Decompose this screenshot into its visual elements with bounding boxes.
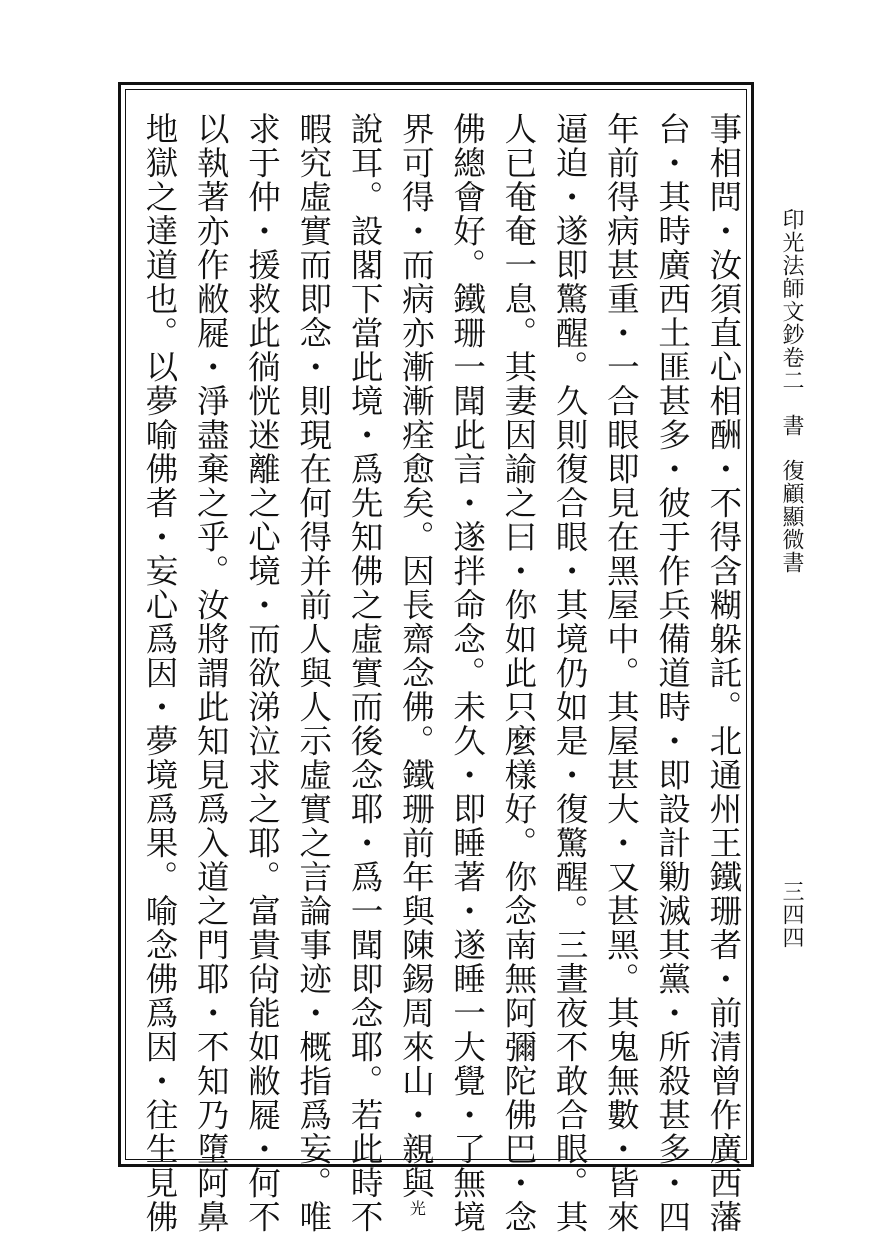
text-column-10: 求于仲・援救此徜恍迷離之心境・而欲涕泣求之耶。富貴尙能如敝屣・何不: [243, 112, 282, 1234]
page-number: 三四四: [779, 880, 804, 949]
letter-title: 復顧顯微書: [779, 459, 804, 574]
text-column-12: 地獄之達道也。以夢喻佛者・妄心爲因・夢境爲果。喻念佛爲因・往生見佛: [141, 112, 179, 1234]
text-column-1: 事相問・汝須直心相酬・不得含糊躲託。北通州王鐵珊者・前清曾作廣西藩: [704, 112, 743, 1234]
text-column-8: 說耳。設閣下當此境・爲先知佛之虛實而後念耶・爲一聞即念耶。若此時不: [346, 112, 385, 1234]
text-column-2: 台・其時廣西土匪甚多・彼于作兵備道時・即設計勦滅其黨・所殺甚多・四: [653, 112, 692, 1234]
text-column-11: 以執著亦作敝屣・淨盡棄之乎。汝將謂此知見爲入道之門耶・不知乃墮阿鼻: [192, 112, 231, 1234]
text-column-3: 年前得病甚重・一合眼即見在黑屋中。其屋甚大・又甚黑。其鬼無數・皆來: [602, 112, 641, 1234]
text-column-4: 逼迫・遂即驚醒。久則復合眼・其境仍如是・復驚醒。三晝夜不敢合眼。其: [551, 112, 590, 1234]
book-title: 印光法師文鈔卷二: [779, 208, 804, 392]
body-text: [132, 112, 744, 1234]
text-column-5: 人已奄奄一息。其妻因諭之曰・你如此只麼樣好。你念南無阿彌陀佛巴・念: [499, 112, 538, 1234]
text-column-9: 暇究虛實而即念・則現在何得并前人與人示虛實之言論事迹・概指爲妄。唯: [294, 112, 333, 1234]
running-header: [772, 208, 802, 574]
text-column-7: 界可得・而病亦漸漸痊愈矣。因長齋念佛。鐵珊前年與陳錫周來山・親與光: [397, 112, 436, 1216]
section-label: 書: [779, 414, 804, 437]
small-annotation-char: 光: [407, 1200, 427, 1216]
text-column-6: 佛總會好。鐵珊一聞此言・遂拌命念。未久・即睡著・遂睡一大覺・了無境: [448, 112, 487, 1234]
